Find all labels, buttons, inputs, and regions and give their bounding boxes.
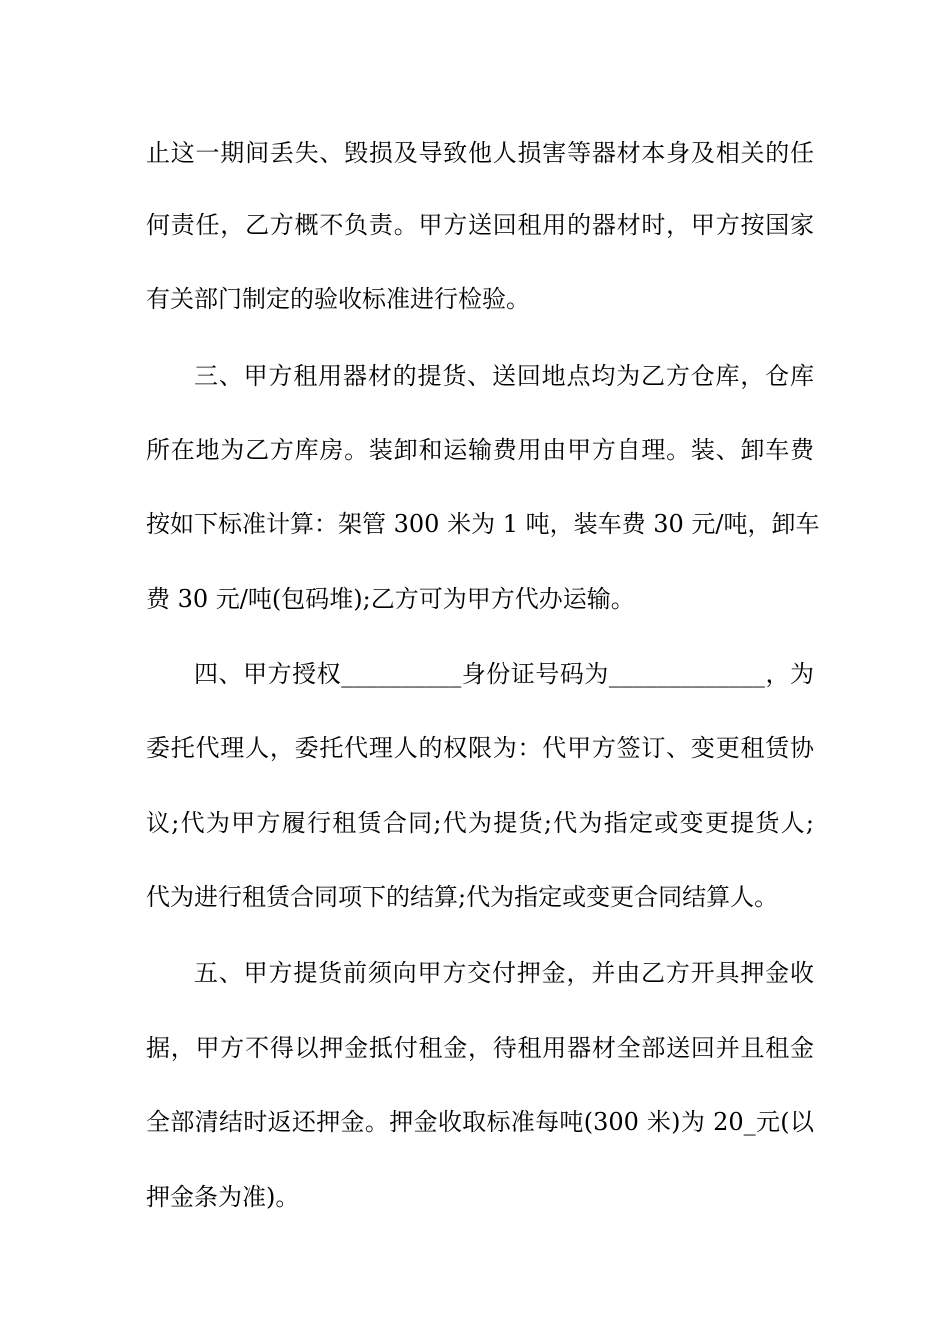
- paragraph-line: 委托代理人，委托代理人的权限为：代甲方签订、变更租赁协: [146, 734, 814, 762]
- paragraph-line: 费 30 元/吨(包码堆);乙方可为甲方代办运输。: [146, 585, 635, 613]
- paragraph-line: 议;代为甲方履行租赁合同;代为提货;代为指定或变更提货人;: [146, 809, 814, 837]
- paragraph-line: 有关部门制定的验收标准进行检验。: [146, 285, 530, 313]
- paragraph-line: 所在地为乙方库房。装卸和运输费用由甲方自理。装、卸车费: [146, 436, 814, 464]
- clause-three-heading-line: 三、甲方租用器材的提货、送回地点均为乙方仓库，仓库: [194, 362, 814, 390]
- paragraph-line: 据，甲方不得以押金抵付租金，待租用器材全部送回并且租金: [146, 1034, 814, 1062]
- paragraph-line: 押金条为准)。: [146, 1183, 300, 1211]
- paragraph-line: 按如下标准计算：架管 300 米为 1 吨，装车费 30 元/吨，卸车: [146, 510, 820, 538]
- paragraph-line: 止这一期间丢失、毁损及导致他人损害等器材本身及相关的任: [146, 139, 814, 167]
- clause-four-heading-line: 四、甲方授权__________身份证号码为_____________，为: [194, 660, 814, 688]
- paragraph-line: 代为进行租赁合同项下的结算;代为指定或变更合同结算人。: [146, 883, 779, 911]
- paragraph-line: 全部清结时返还押金。押金收取标准每吨(300 米)为 20_元(以: [146, 1108, 814, 1136]
- paragraph-line: 何责任，乙方概不负责。甲方送回租用的器材时，甲方按国家: [146, 211, 814, 239]
- clause-five-heading-line: 五、甲方提货前须向甲方交付押金，并由乙方开具押金收: [194, 959, 814, 987]
